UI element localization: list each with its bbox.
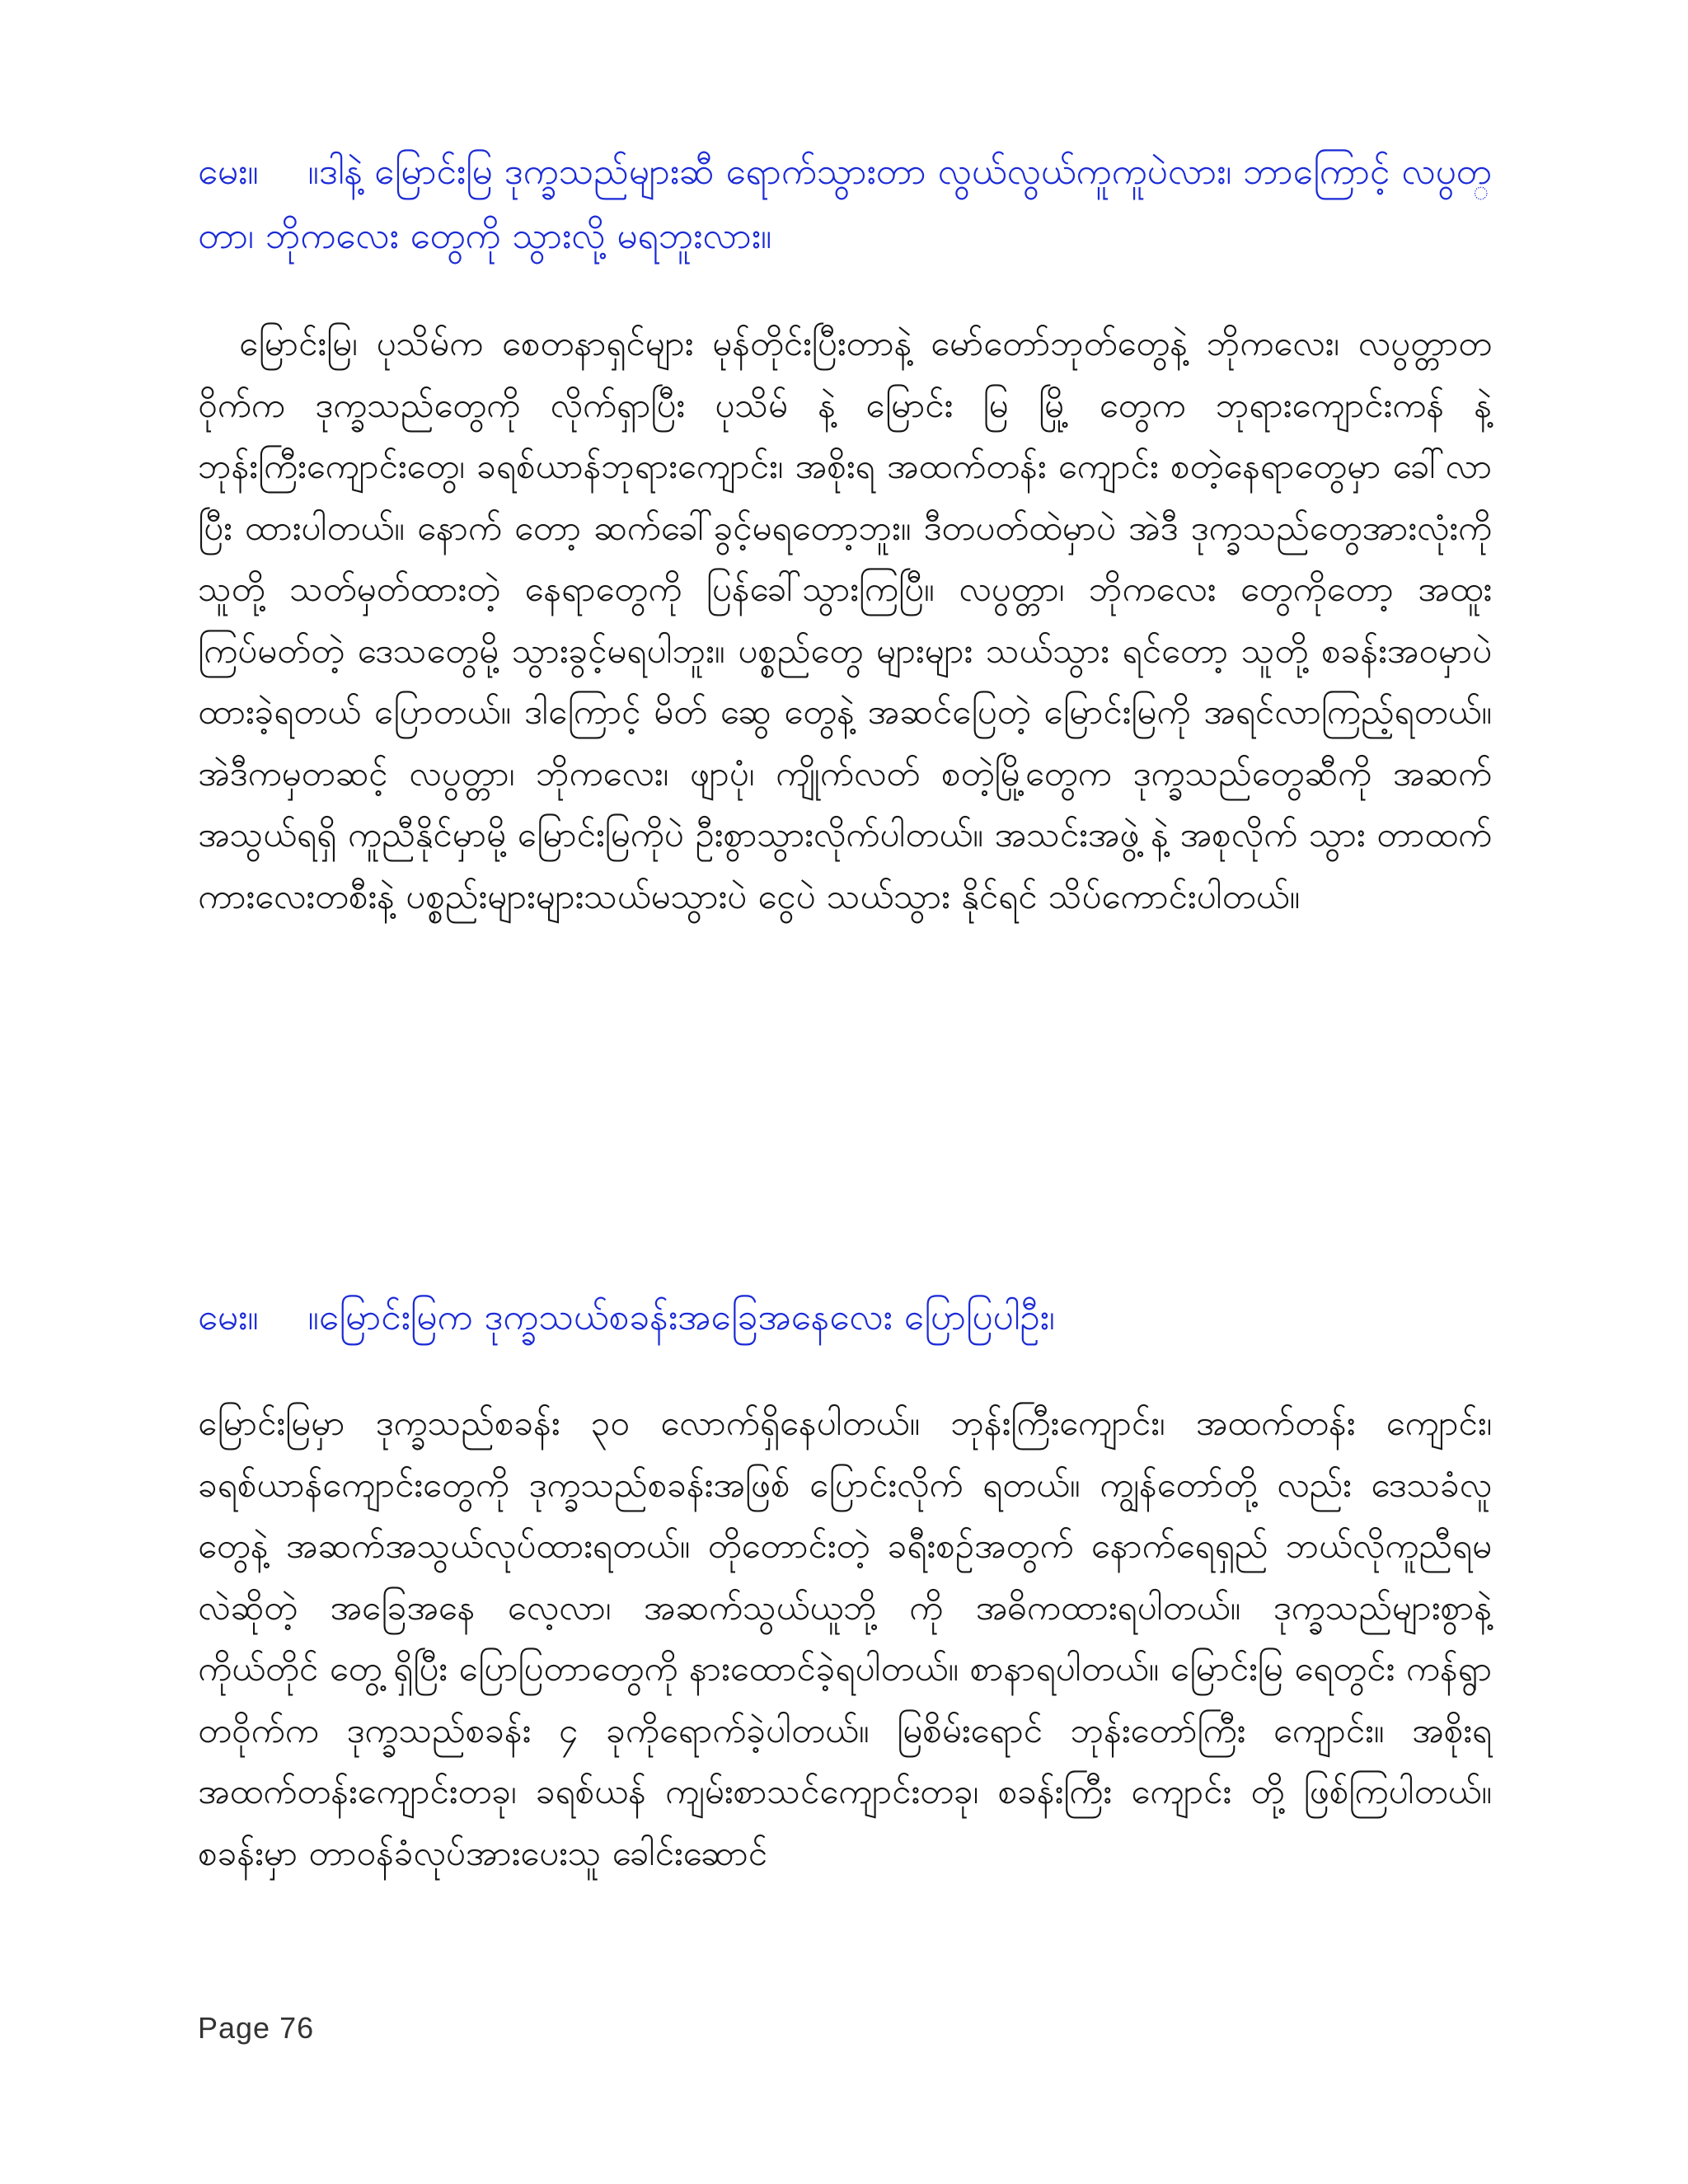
question-1 bbox=[198, 140, 1492, 269]
answer-paragraph-1: မြောင်းမြ၊ ပုသိမ်က စေတနာရှင်များ မုန်တိုင်းပြီးတာနဲ့ မော်တော်ဘုတ်တွေနဲ့ ဘိုကလေး၊ လပွတ္တာတဝိုက်က ဒုက္ခသည်တွေကို လိုက်ရှာပြီး ပုသိမ် နဲ့ မြောင်း မြ မြို့ တွေက ဘုရားကျောင်းကန် နဲ့ ဘုန်းကြီးကျောင်းတွေ၊ ခရစ်ယာန်ဘုရားကျောင်း၊ အစိုးရ အထက်တန်း ကျောင်း စတဲ့နေရာတွေမှာ ခေါ်လာပြီး ထားပါတယ်။ နောက် တော့ ဆက်ခေါ်ခွင့်မရတော့ဘူး။ ဒီတပတ်ထဲမှာပဲ အဲဒီ ဒုက္ခသည်တွေအားလုံးကို သူတို့ သတ်မှတ်ထားတဲ့ နေရာတွေကို ပြန်ခေါ်သွားကြပြီ။ လပွတ္တာ၊ ဘိုကလေး တွေကိုတော့ အထူးကြပ်မတ်တဲ့ ဒေသတွေမို့ သွားခွင့်မရပါဘူး။ ပစ္စည်တွေ များများ သယ်သွား ရင်တော့ သူတို့ စခန်းအဝမှာပဲ ထားခဲ့ရတယ် ပြောတယ်။ ဒါကြောင့် မိတ် ဆွေ တွေနဲ့ အဆင်ပြေတဲ့ မြောင်းမြကို အရင်လာကြည့်ရတယ်။ အဲဒီကမှတဆင့် လပွတ္တာ၊ ဘိုကလေး၊ ဖျာပုံ၊ ကျိုက်လတ် စတဲ့မြို့တွေက ဒုက္ခသည်တွေဆီကို အဆက် အသွယ်ရရှိ ကူညီနိုင်မှာမို့ မြောင်းမြကိုပဲ ဦးစွာသွားလိုက်ပါတယ်။ အသင်းအဖွဲ့ နဲ့ အစုလိုက် သွား တာထက် ကားလေးတစီးနဲ့ ပစ္စည်းများများသယ်မသွားပဲ ငွေပဲ သယ်သွား နိုင်ရင် သိပ်ကောင်းပါတယ်။ bbox=[198, 323, 1492, 916]
question-text: ။ဒါနဲ့ မြောင်းမြ ဒုက္ခသည်များဆီ ရောက်သွားတာ လွယ်လွယ်ကူကူပဲလား၊ ဘာကြောင့် လပွတ္တာ၊ ဘိုကလေး တွေကို သွားလို့ မရဘူးလား။ bbox=[198, 151, 1492, 257]
page-number: Page 76 bbox=[198, 2011, 315, 2045]
question-label: မေး။ bbox=[198, 1296, 259, 1338]
question-text: ။မြောင်းမြက ဒုက္ခသယ်စခန်းအခြေအနေလေး ပြောပြပါဦး၊ bbox=[307, 1296, 1055, 1338]
question-label: မေး။ bbox=[198, 151, 259, 193]
answer-paragraph-2: မြောင်းမြမှာ ဒုက္ခသည်စခန်း ၃၀ လောက်ရှိနေပါတယ်။ ဘုန်းကြီးကျောင်း၊ အထက်တန်း ကျောင်း၊ ခရစ်ယာန်ကျောင်းတွေကို ဒုက္ခသည်စခန်းအဖြစ် ပြောင်းလိုက် ရတယ်။ ကျွန်တော်တို့ လည်း ဒေသခံလူတွေနဲ့ အဆက်အသွယ်လုပ်ထားရတယ်။ တိုတောင်းတဲ့ ခရီးစဉ်အတွက် နောက်ရေရှည် ဘယ်လိုကူညီရမလဲဆိုတဲ့ အခြေအနေ လေ့လာ၊ အဆက်သွယ်ယူဘို့ ကို အဓိကထားရပါတယ်။ ဒုက္ခသည်များစွာနဲ့ ကိုယ်တိုင် တွေ့ ရှိပြီး ပြောပြတာတွေကို နားထောင်ခဲ့ရပါတယ်။ စာနာရပါတယ်။ မြောင်းမြ ရေတွင်း ကန်ရွာတဝိုက်က ဒုက္ခသည်စခန်း ၄ ခုကိုရောက်ခဲ့ပါတယ်။ မြစိမ်းရောင် ဘုန်းတော်ကြီး ကျောင်း။ အစိုးရအထက်တန်းကျောင်းတခု၊ ခရစ်ယန် ကျမ်းစာသင်ကျောင်းတခု၊ စခန်းကြီး ကျောင်း တို့ ဖြစ်ကြပါတယ်။ စခန်းမှာ တာဝန်ခံလုပ်အားပေးသူ ခေါင်းဆောင် bbox=[198, 1403, 1492, 1873]
question-2 bbox=[198, 1286, 1492, 1350]
